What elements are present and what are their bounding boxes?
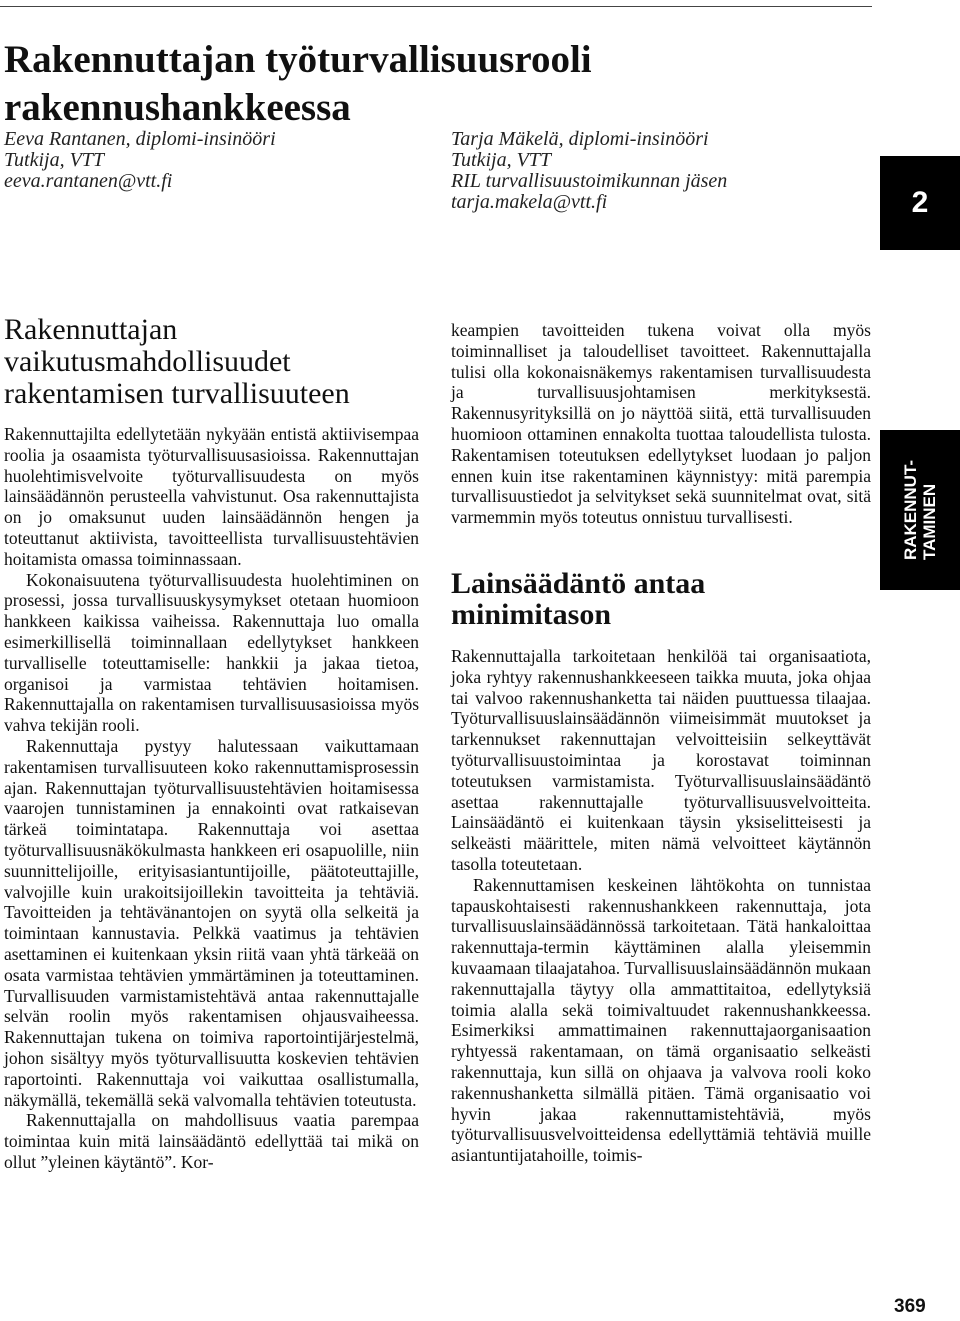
author-email[interactable]: eeva.rantanen@vtt.fi: [4, 170, 173, 192]
right-column: [451, 320, 871, 1166]
body-paragraph-continued: keampien tavoitteiden tukena voivat olla myös toiminnalliset ja taloudelliset tavoitteet. Rakennuttajalla tulisi olla kokonaisnäkemys rakentamisen turvallisuudesta ja turvallisuusjohtamisen merkityksestä. Rakennusyrityksillä on jo näyttöä siitä, että turvallisuuden huomioon ottaminen ennakolta tuottaa taloudellista tulosta. Rakentamisen toteutuksen edellytykset luodaan jo paljon ennen kuin itse rakentaminen käynnistyy: mitä parempia turvallisuustiedot ja selvitykset sekä suunnitelmat ovat, sitä varmemmin myös toteutus onnistuu turvallisesti.: [451, 320, 871, 528]
author-affiliation: Tutkija, VTT: [451, 149, 552, 171]
top-rule: [0, 6, 872, 7]
author-block-makela: [451, 129, 727, 213]
body-paragraph: Kokonaisuutena työturvallisuudesta huolehtiminen on prosessi, jossa turvallisuuskysymykset otetaan huomioon hankkeen kaikissa vaiheissa. Rakennuttaja luo omalla esimerkillisellä toiminnallaan edellytykset hankkeen turvalliselle toteuttamiselle: hankkii ja jakaa tietoa, organisoi ja varmistaa tehtävien hoitamisen. Rakennuttajalla on rakentamisen turvallisuusasioissa myös vahva tekijän rooli.: [4, 569, 419, 736]
chapter-tab: [880, 156, 960, 250]
author-name: Tarja Mäkelä, diplomi-insinööri: [451, 128, 709, 150]
body-paragraph: Rakennuttamisen keskeinen lähtökohta on tunnistaa tapauskohtaisesti rakennushankkeen rakennuttaja, jota turvallisuuslainsäädännössä tarkoitetaan. Tätä hankaloittaa rakennuttaja-termin käyttäminen alalla yleisemmin kuvaamaan tilaajatahoa. Turvallisuuslainsäädännön mukaan rakennuttajalla täytyy olla ammattitaitoa, edellytyksiä toimia alalla sekä toimivaltuudet rakennushankkeessa. Esimerkiksi ammattimainen rakennuttajaorganisaation ryhtyessä rakentamaan, on tämä organisaatio selkeästi rakennuttaja, kun sillä on ohjaava ja valvova rooli koko rakennushanketta silmällä pitäen. Tämä organisaatio voi hyvin jakaa rakennuttamistehtäviä, myös työturvallisuusvelvoitteidensa edellyttämiä tehtäviä muille asiantuntijatahoille, toimis-: [451, 874, 871, 1166]
author-extra-role: RIL turvallisuustoimikunnan jäsen: [451, 170, 728, 192]
author-affiliation: Tutkija, VTT: [4, 149, 105, 171]
body-paragraph: Rakennuttaja pystyy halutessaan vaikuttamaan rakentamisen turvallisuuteen koko rakennuttamisprosessin ajan. Rakennuttajan työturvallisuustehtävien hoitamisessa vaarojen tunnistaminen ja ennakointi ovat ratkaisevan tärkeä toimintatapa. Rakennuttaja voi asettaa työturvallisuusnäkökulmasta hankkeen eri osapuolille, niin suunnittelijoille, erityisasiantuntijoille, päätoteuttajille, valvojille kuin urakoitsijoillekin tavoitteita ja tehtäviä. Tavoitteiden ja tehtävänantojen on syytä olla selkeitä ja toimintaan kannustavia. Pelkkä vaatimus ja tehtävien asettaminen ei kuitenkaan yksin riitä vaan yhtä tärkeää on osata varmistaa tehtävien ymmärtäminen ja toteuttaminen. Turvallisuuden varmistamistehtävä antaa rakennuttajalle selvän roolin myös rakentamisen ohjausvaiheessa. Rakennuttajan tukena on toimiva raportointijärjestelmä, johon sisältyy myös työturvallisuutta koskevien tehtävien raportointi. Rakennuttaja voi vaikuttaa osallistumalla, näkymällä, tekemällä sekä valvomalla tehtävien toteutusta.: [4, 735, 419, 1110]
title-line-1: Rakennuttajan työturvallisuusrooli: [4, 38, 592, 81]
body-paragraph: Rakennuttajalla on mahdollisuus vaatia parempaa toimintaa kuin mitä lainsäädäntö edellyttää tai mikä on ollut ”yleinen käytäntö”. Kor-: [4, 1110, 419, 1172]
body-paragraph: Rakennuttajalla tarkoitetaan henkilöä tai organisaatiota, joka ryhtyy rakennushankkeeseen taikka muuta, joka ohjaa tai valvoo rakennushanketta tai näiden puuttuessa tilaajaa. Työturvallisuuslainsäädännön viimeisimmät muutokset ja tarkennukset rakennuttajan velvoitteisiin selkeyttävät työturvallisuustoimintaa ja korostavat toiminnan toteutuksen varmistamista. Työturvallisuuslainsäädäntö asettaa rakennuttajalle työturvallisuusvelvoitteita. Lainsäädäntö ei kuitenkaan täysin yksiselitteisesti ja selkeästi määrittele, miten nämä velvoitteet käytännön tasolla toteutetaan.: [451, 645, 871, 874]
author-block-rantanen: [4, 129, 276, 192]
left-column: [4, 314, 419, 1173]
page-title: [4, 36, 864, 132]
author-name: Eeva Rantanen, diplomi-insinööri: [4, 128, 276, 150]
section-tab-line-2: TAMINEN: [920, 483, 939, 561]
section-heading: Lainsäädäntö antaa minimitason: [451, 566, 706, 631]
section-tab-label: [901, 460, 939, 560]
chapter-number: 2: [911, 186, 929, 219]
author-email[interactable]: tarja.makela@vtt.fi: [451, 191, 608, 213]
page-number: 369: [894, 1296, 926, 1317]
body-paragraph: Rakennuttajilta edellytetään nykyään entistä aktiivisempaa roolia ja osaamista työturvallisuusasioissa. Rakennuttajan huolehtimisvelvoite työturvallisuudesta on myös lainsäädännön perusteella vahvistunut. Osa rakennuttajista on jo omaksunut uuden lainsäädännön hengen ja toteuttanut aktiivista, tavoitteellista turvallisuustehtävien hoitamista omassa toiminnassaan.: [4, 424, 419, 569]
section-heading: Rakennuttajan vaikutusmahdollisuudet rakentamisen turvallisuuteen: [4, 313, 350, 410]
title-line-2: rakennushankkeessa: [4, 86, 351, 129]
section-tab: [880, 430, 960, 590]
section-tab-line-1: RAKENNUT-: [901, 459, 920, 561]
